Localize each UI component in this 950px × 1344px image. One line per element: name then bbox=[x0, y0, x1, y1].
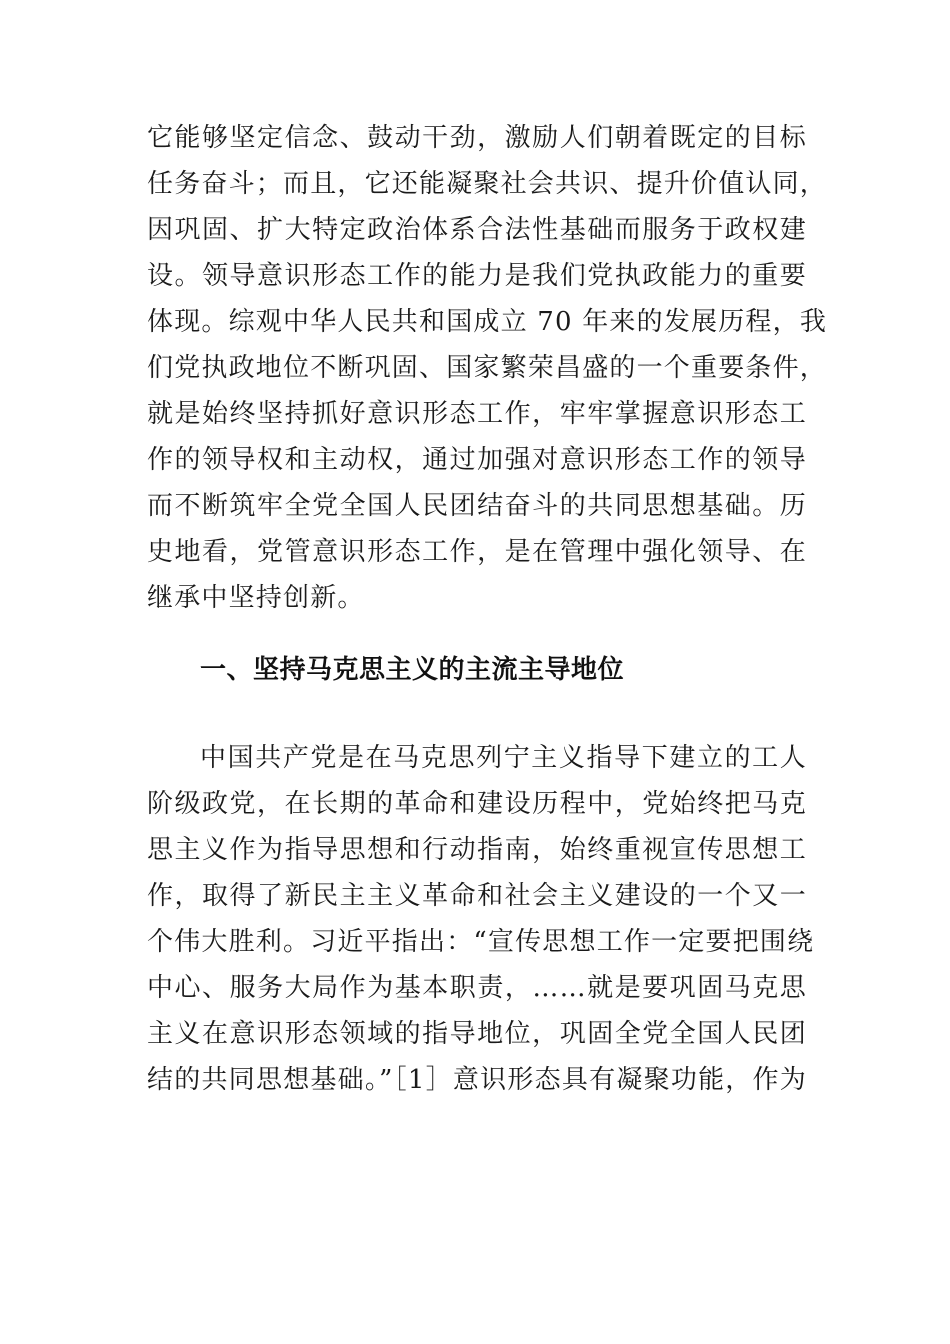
paragraph-2-line-7: 主义在意识形态领域的指导地位，巩固全党全国人民团 bbox=[147, 1019, 807, 1049]
paragraph-1-line-2: 任务奋斗；而且，它还能凝聚社会共识、提升价值认同， bbox=[147, 169, 828, 199]
paragraph-2-line-5: 个伟大胜利。习近平指出：“宣传思想工作一定要把围绕 bbox=[147, 927, 815, 957]
paragraph-1-line-10: 史地看，党管意识形态工作，是在管理中强化领导、在 bbox=[147, 537, 807, 567]
paragraph-1-line-4: 设。领导意识形态工作的能力是我们党执政能力的重要 bbox=[147, 261, 807, 291]
paragraph-2-line-3: 思主义作为指导思想和行动指南，始终重视宣传思想工 bbox=[147, 835, 807, 865]
paragraph-1-line-9: 而不断筑牢全党全国人民团结奋斗的共同思想基础。历 bbox=[147, 491, 807, 521]
paragraph-2-line-8: 结的共同思想基础。”［1］意识形态具有凝聚功能，作为 bbox=[147, 1065, 807, 1095]
paragraph-2-line-2: 阶级政党，在长期的革命和建设历程中，党始终把马克 bbox=[147, 789, 807, 819]
paragraph-1-line-3: 因巩固、扩大特定政治体系合法性基础而服务于政权建 bbox=[147, 215, 807, 245]
paragraph-1-line-8: 作的领导权和主动权，通过加强对意识形态工作的领导 bbox=[147, 445, 807, 475]
paragraph-1-line-5: 体现。综观中华人民共和国成立 70 年来的发展历程，我 bbox=[147, 307, 828, 337]
paragraph-2-line-1: 中国共产党是在马克思列宁主义指导下建立的工人 bbox=[200, 743, 807, 773]
paragraph-1-line-6: 们党执政地位不断巩固、国家繁荣昌盛的一个重要条件， bbox=[147, 353, 828, 383]
paragraph-1-line-11: 继承中坚持创新。 bbox=[147, 583, 365, 613]
paragraph-1-line-1: 它能够坚定信念、鼓动干劲，激励人们朝着既定的目标 bbox=[147, 123, 807, 153]
section-heading: 一、坚持马克思主义的主流主导地位 bbox=[200, 655, 625, 685]
paragraph-1-line-7: 就是始终坚持抓好意识形态工作，牢牢掌握意识形态工 bbox=[147, 399, 807, 429]
paragraph-2-line-6: 中心、服务大局作为基本职责，……就是要巩固马克思 bbox=[147, 973, 807, 1003]
paragraph-2-line-4: 作，取得了新民主主义革命和社会主义建设的一个又一 bbox=[147, 881, 807, 911]
